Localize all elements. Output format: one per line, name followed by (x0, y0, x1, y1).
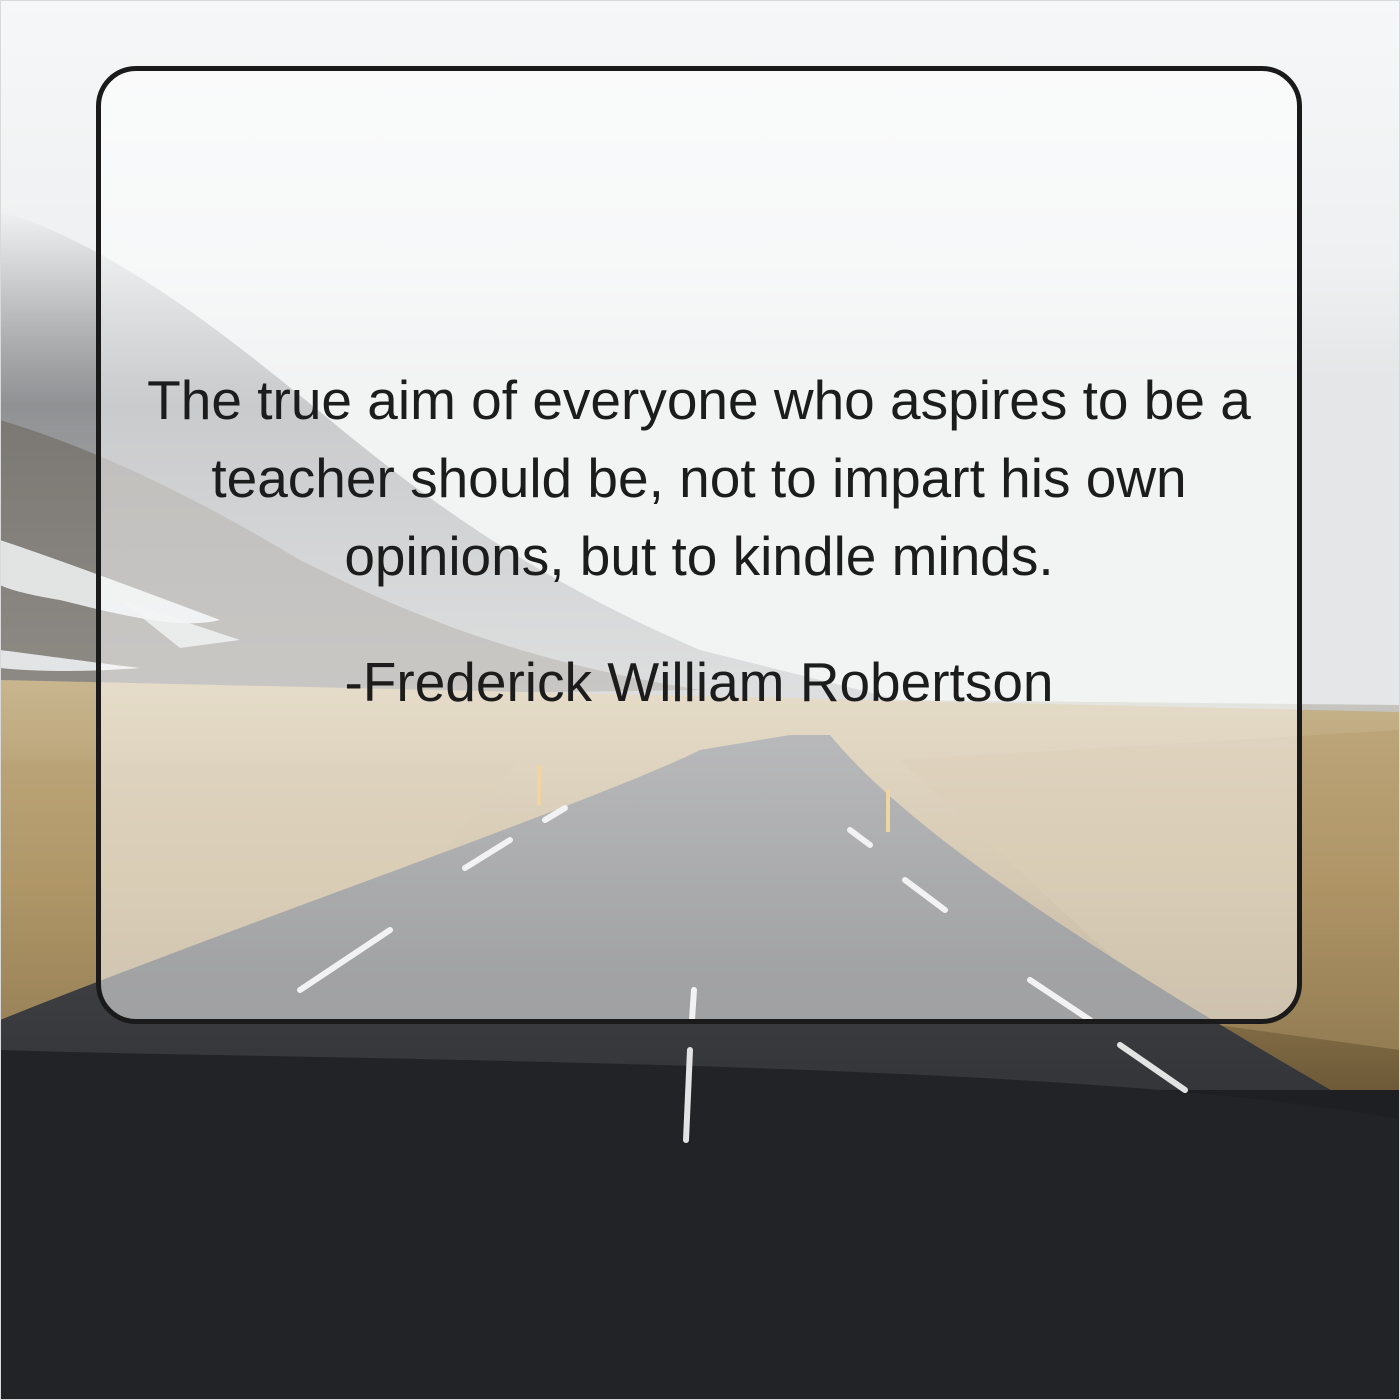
quote-text: The true aim of everyone who aspires to be a teacher should be, not to impart his own opinions, but to kindle minds. (147, 369, 1251, 587)
quote-author: -Frederick William Robertson (344, 651, 1054, 713)
quote-card (96, 66, 1302, 1024)
